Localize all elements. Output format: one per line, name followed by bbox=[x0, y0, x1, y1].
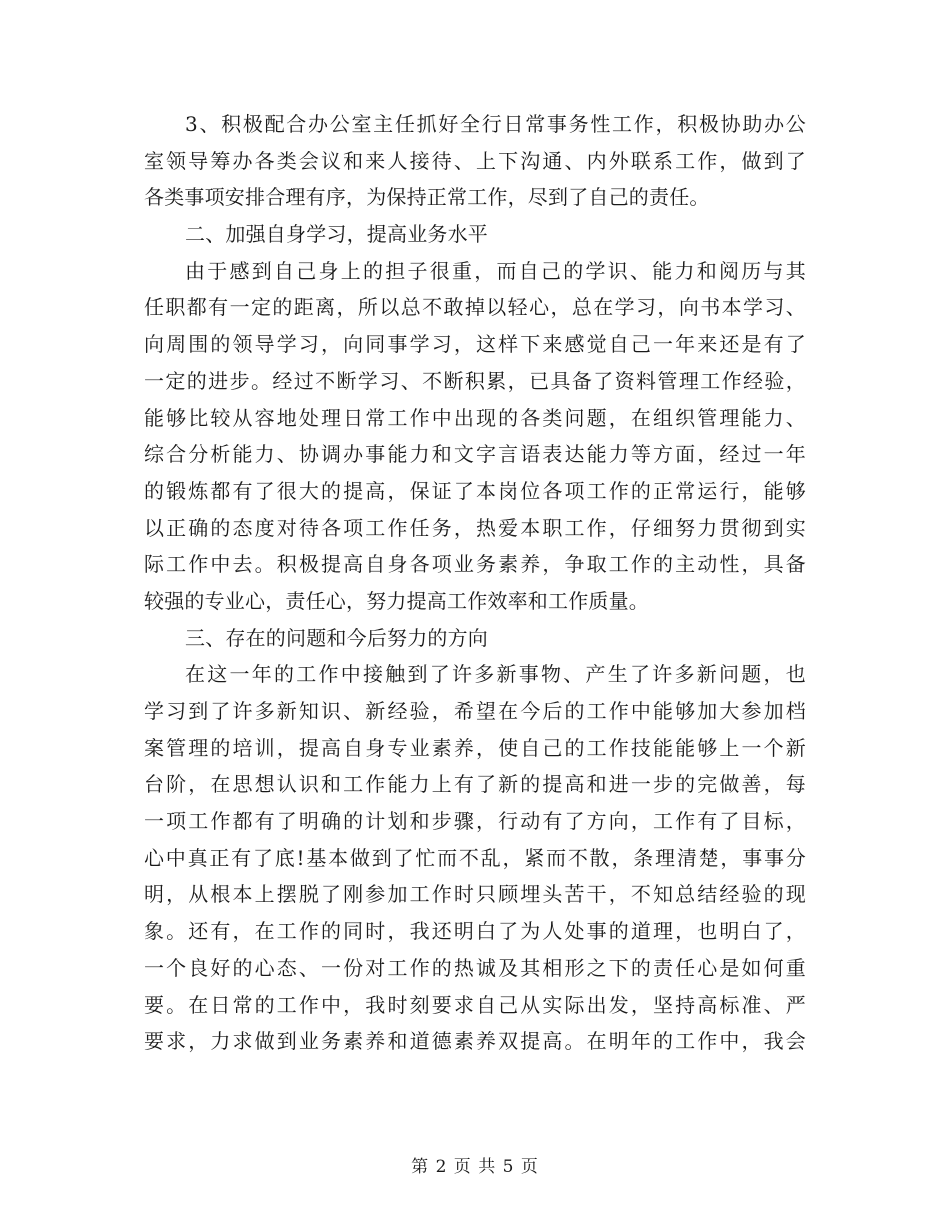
text-line: 明，从根本上摆脱了刚参加工作时只顾埋头苦干，不知总结经验的现 bbox=[144, 882, 806, 907]
text-line: 较强的专业心，责任心，努力提高工作效率和工作质量。 bbox=[144, 588, 649, 613]
document-body bbox=[144, 106, 806, 1060]
text-line: 3、积极配合办公室主任抓好全行日常事务性工作，积极协助办公 bbox=[185, 112, 806, 136]
text-line: 综合分析能力、协调办事能力和文字言语表达能力等方面，经过一年 bbox=[144, 442, 806, 467]
text-line: 向周围的领导学习，向同事学习，这样下来感觉自己一年来还是有了 bbox=[144, 332, 806, 357]
text-line: 室领导筹办各类会议和来人接待、上下沟通、内外联系工作，做到了 bbox=[144, 148, 806, 173]
page-number-footer: 第 2 页 共 5 页 bbox=[411, 1157, 539, 1177]
text-line: 要求，力求做到业务素养和道德素养双提高。在明年的工作中，我会 bbox=[144, 1029, 806, 1054]
text-line: 际工作中去。积极提高自身各项业务素养，争取工作的主动性，具备 bbox=[144, 552, 806, 577]
text-line: 一个良好的心态、一份对工作的热诚及其相形之下的责任心是如何重 bbox=[144, 955, 806, 980]
text-line: 台阶，在思想认识和工作能力上有了新的提高和进一步的完做善，每 bbox=[144, 772, 806, 797]
text-line: 能够比较从容地处理日常工作中出现的各类问题，在组织管理能力、 bbox=[144, 405, 806, 430]
text-line: 由于感到自己身上的担子很重，而自己的学识、能力和阅历与其 bbox=[185, 258, 806, 283]
text-line: 任职都有一定的距离，所以总不敢掉以轻心，总在学习，向书本学习、 bbox=[144, 295, 806, 320]
text-line: 三、存在的问题和今后努力的方向 bbox=[185, 625, 488, 650]
text-line: 一项工作都有了明确的计划和步骤，行动有了方向，工作有了目标， bbox=[144, 809, 806, 834]
text-line: 的锻炼都有了很大的提高，保证了本岗位各项工作的正常运行，能够 bbox=[144, 478, 806, 503]
text-line: 要。在日常的工作中，我时刻要求自己从实际出发，坚持高标准、严 bbox=[144, 992, 806, 1017]
text-line: 案管理的培训，提高自身专业素养，使自己的工作技能能够上一个新 bbox=[144, 735, 806, 760]
text-line: 二、加强自身学习，提高业务水平 bbox=[185, 222, 488, 247]
text-line: 在这一年的工作中接触到了许多新事物、产生了许多新问题，也 bbox=[185, 662, 806, 687]
text-line: 以正确的态度对待各项工作任务，热爱本职工作，仔细努力贯彻到实 bbox=[144, 515, 806, 540]
text-line: 象。还有，在工作的同时，我还明白了为人处事的道理，也明白了， bbox=[144, 919, 806, 944]
text-line: 各类事项安排合理有序，为保持正常工作，尽到了自己的责任。 bbox=[144, 185, 710, 210]
text-line: 一定的进步。经过不断学习、不断积累，已具备了资料管理工作经验， bbox=[144, 368, 806, 393]
text-line: 学习到了许多新知识、新经验，希望在今后的工作中能够加大参加档 bbox=[144, 699, 806, 723]
text-line: 心中真正有了底!基本做到了忙而不乱，紧而不散，条理清楚，事事分 bbox=[144, 845, 806, 870]
